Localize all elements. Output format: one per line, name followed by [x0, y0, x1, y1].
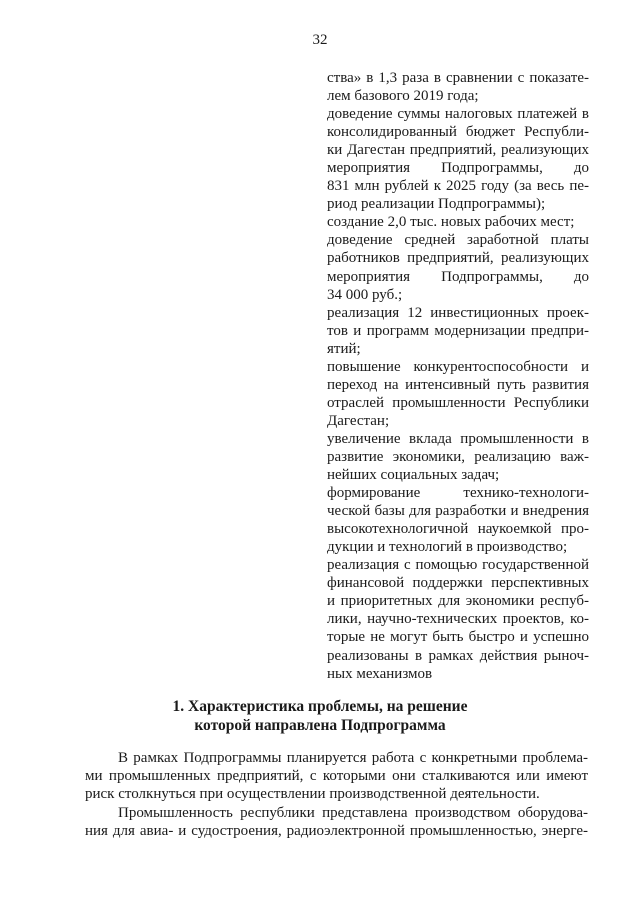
goals-line: доведение средней заработной платы: [327, 232, 589, 249]
goals-line: Дагестан;: [327, 412, 390, 429]
paragraph-line: риск столкнуться при осуществлении производственной деятельности.: [85, 786, 540, 803]
goals-line: торые не могут быть быстро и успешно: [327, 629, 589, 646]
goals-line: ятий;: [327, 340, 361, 357]
goals-line: финансовой поддержки перспективных: [327, 575, 589, 592]
goals-line: высокотехнологичной наукоемкой про-: [327, 521, 589, 538]
goals-line: развитие экономики, реализацию важ-: [327, 448, 589, 465]
goals-line: создание 2,0 тыс. новых рабочих мест;: [327, 214, 575, 231]
section-heading: [0, 698, 640, 735]
goals-line: и приоритетных для экономики респуб-: [327, 593, 589, 610]
paragraph-line: Промышленность республики представлена производством оборудова-: [118, 804, 588, 821]
section-heading-line: которой направлена Подпрограмма: [194, 716, 446, 734]
goals-line: реализованы в рамках действия рыноч-: [327, 647, 589, 664]
goals-line: формирование технико-технологи-: [327, 485, 589, 502]
goals-line: лем базового 2019 года;: [327, 88, 479, 105]
goals-line: 831 млн рублей к 2025 году (за весь пе-: [327, 178, 589, 195]
goals-line: реализация с помощью государственной: [327, 557, 589, 574]
goals-line: ческой базы для разработки и внедрения: [327, 503, 589, 520]
goals-line: работников предприятий, реализующих: [327, 250, 589, 267]
goals-line: мероприятия Подпрограммы, до: [327, 160, 589, 177]
paragraph-line: ми промышленных предприятий, с которыми они сталкиваются или имеют: [85, 768, 588, 785]
goals-line: тов и программ модернизации предпри-: [327, 322, 589, 339]
goals-line: консолидированный бюджет Республи-: [327, 124, 589, 141]
goals-line: мероприятия Подпрограммы, до: [327, 268, 589, 285]
goals-line: переход на интенсивный путь развития: [327, 376, 589, 393]
paragraph-line: ния для авиа- и судостроения, радиоэлектронной промышленностью, энерге-: [85, 822, 588, 839]
goals-line: нейших социальных задач;: [327, 467, 500, 484]
goals-list-column: [327, 69, 589, 683]
goals-line: ных механизмов: [327, 665, 433, 682]
goals-line: ства» в 1,3 раза в сравнении с показате-: [327, 70, 589, 86]
goals-line: реализация 12 инвестиционных проек-: [327, 304, 589, 321]
page-number: 32: [312, 32, 328, 48]
goals-line: риод реализации Подпрограммы);: [327, 196, 546, 213]
goals-line: повышение конкурентоспособности и: [327, 358, 589, 375]
goals-line: увеличение вклада промышленности в: [327, 430, 589, 447]
goals-line: отраслей промышленности Республики: [327, 394, 589, 411]
goals-line: доведение суммы налоговых платежей в: [327, 106, 589, 123]
section-heading-line: 1. Характеристика проблемы, на решение: [172, 698, 468, 715]
goals-line: дукции и технологий в производство;: [327, 539, 568, 556]
body-text: [85, 749, 588, 840]
goals-line: 34 000 руб.;: [327, 286, 403, 303]
goals-line: ки Дагестан предприятий, реализующих: [327, 142, 589, 159]
paragraph-line: В рамках Подпрограммы планируется работа с конкретными проблема-: [118, 750, 588, 766]
goals-line: лики, научно-технических проектов, ко-: [327, 611, 589, 628]
